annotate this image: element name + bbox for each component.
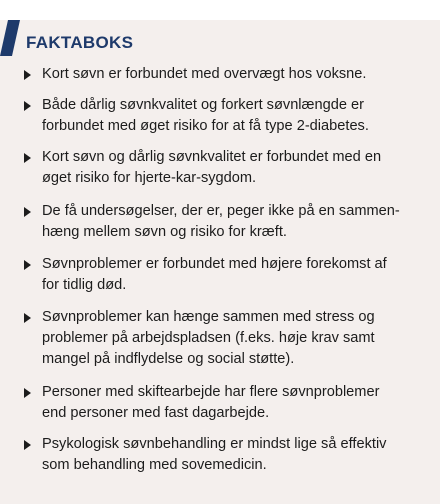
factbox-title: FAKTABOKS: [26, 33, 134, 52]
list-item-line: Søvnproblemer kan hænge sammen med stress og: [42, 309, 375, 325]
list-item-text: [42, 201, 434, 243]
list-item-line: problemer på arbejdspladsen (f.eks. høje krav samt: [42, 330, 375, 346]
list-item-line: Psykologisk søvnbehandling er mindst lige så effektiv: [42, 436, 387, 452]
list-item-line: forbundet med øget risiko for at få type 2-diabetes.: [42, 118, 369, 134]
corner-accent-icon: [0, 20, 20, 56]
list-item-text: [42, 382, 434, 424]
list-item-line: end personer med fast dagarbejde.: [42, 405, 270, 421]
triangle-bullet-icon: [24, 260, 31, 270]
list-item-line: De få undersøgelser, der er, peger ikke på en sammen-: [42, 203, 400, 219]
list-item-text: [42, 147, 434, 189]
list-item-text: [42, 434, 434, 476]
list-item-line: som behandling med sovemedicin.: [42, 457, 267, 473]
list-item-line: hæng mellem søvn og risiko for kræft.: [42, 224, 287, 240]
list-item-line: øget risiko for hjerte-kar-sygdom.: [42, 170, 257, 186]
triangle-bullet-icon: [24, 440, 31, 450]
list-item-line: Søvnproblemer er forbundet med højere forekomst af: [42, 256, 387, 272]
list-item-text: [42, 307, 434, 370]
list-item-line: Kort søvn og dårlig søvnkvalitet er forbundet med en: [42, 149, 382, 165]
list-item-line: Kort søvn er forbundet med overvægt hos voksne.: [42, 66, 367, 82]
list-item-line: Både dårlig søvnkvalitet og forkert søvnlængde er: [42, 97, 365, 113]
triangle-bullet-icon: [24, 207, 31, 217]
triangle-bullet-icon: [24, 388, 31, 398]
list-item-text: [42, 95, 434, 137]
list-item-text: [42, 64, 434, 85]
list-item-line: for tidlig død.: [42, 277, 127, 293]
list-item-line: mangel på indflydelse og social støtte).: [42, 351, 295, 367]
triangle-bullet-icon: [24, 101, 31, 111]
triangle-bullet-icon: [24, 313, 31, 323]
triangle-bullet-icon: [24, 153, 31, 163]
list-item-text: [42, 254, 434, 296]
list-item-line: Personer med skiftearbejde har flere søvnproblemer: [42, 384, 380, 400]
triangle-bullet-icon: [24, 70, 31, 80]
